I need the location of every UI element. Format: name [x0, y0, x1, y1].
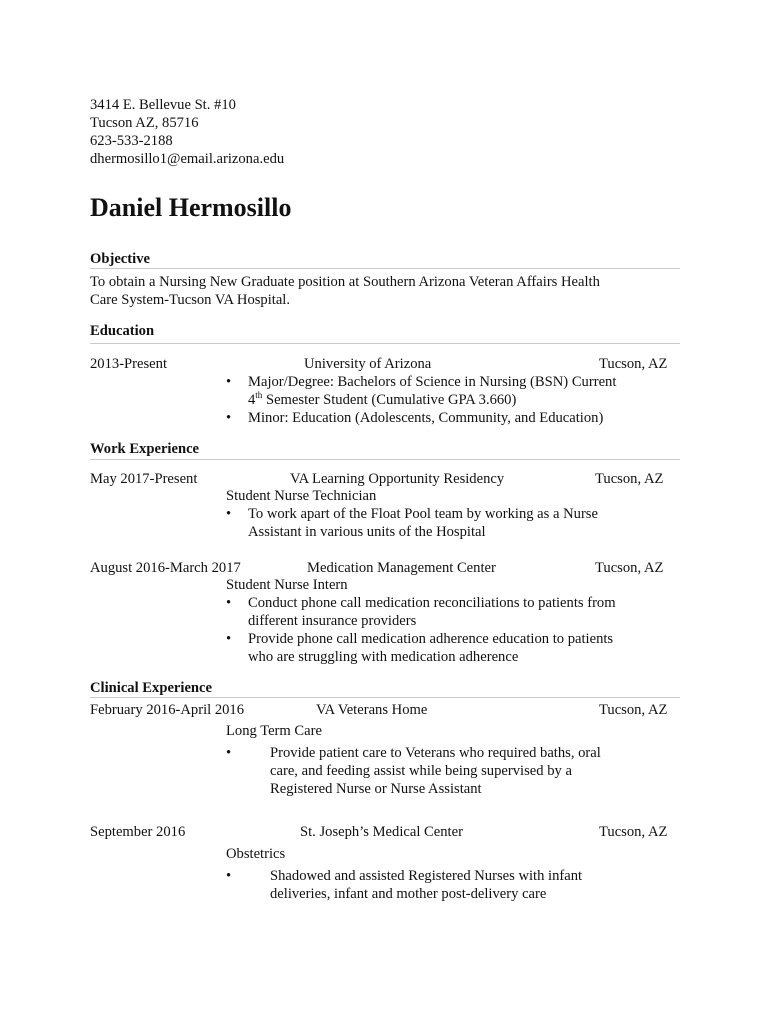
clinical2-org: St. Joseph’s Medical Center [300, 824, 463, 840]
job1-duty-line-1: To work apart of the Float Pool team by working as a Nurse [248, 506, 598, 522]
clinical-divider [90, 697, 680, 698]
job1-org: VA Learning Opportunity Residency [290, 471, 505, 487]
education-major-line-1: Major/Degree: Bachelors of Science in Nursing (BSN) Current [248, 374, 617, 390]
job2-dates: August 2016-March 2017 [90, 560, 241, 576]
education-heading: Education [90, 323, 155, 339]
clinical1-dates: February 2016-April 2016 [90, 702, 245, 718]
bullet-icon: • [226, 374, 232, 390]
job1-duty-line-2: Assistant in various units of the Hospital [248, 524, 486, 540]
clinical2-dates: September 2016 [90, 824, 186, 840]
job2-duty1-line-2: different insurance providers [248, 613, 417, 629]
education-divider [90, 343, 680, 344]
education-dates: 2013-Present [90, 356, 168, 372]
job1-title: Student Nurse Technician [226, 488, 377, 504]
contact-block [90, 96, 284, 168]
bullet-icon: • [226, 506, 232, 522]
job2-duty2-line-2: who are struggling with medication adherence [248, 649, 519, 665]
candidate-name: Daniel Hermosillo [90, 193, 292, 222]
job1-location: Tucson, AZ [595, 471, 664, 487]
contact-city: Tucson AZ, 85716 [90, 115, 199, 131]
clinical-heading: Clinical Experience [90, 680, 213, 696]
contact-street: 3414 E. Bellevue St. #10 [90, 97, 236, 113]
objective-line-1: To obtain a Nursing New Graduate position at Southern Arizona Veteran Affairs Health [90, 274, 600, 290]
clinical2-location: Tucson, AZ [599, 824, 668, 840]
bullet-icon: • [226, 631, 232, 647]
clinical1-location: Tucson, AZ [599, 702, 668, 718]
job2-duty1-line-1: Conduct phone call medication reconciliations to patients from [248, 595, 616, 611]
job2-duty2-line-1: Provide phone call medication adherence education to patients [248, 631, 614, 647]
job1-dates: May 2017-Present [90, 471, 198, 487]
bullet-icon: • [226, 745, 232, 761]
work-divider [90, 459, 680, 460]
clinical1-unit: Long Term Care [226, 723, 322, 739]
bullet-icon: • [226, 410, 232, 426]
objective-heading: Objective [90, 251, 150, 267]
objective-line-2: Care System-Tucson VA Hospital. [90, 292, 291, 308]
objective-divider [90, 268, 680, 269]
clinical1-org: VA Veterans Home [316, 702, 428, 718]
work-heading: Work Experience [90, 441, 200, 457]
job2-title: Student Nurse Intern [226, 577, 348, 593]
clinical2-unit: Obstetrics [226, 846, 286, 862]
clinical2-duty-line-1: Shadowed and assisted Registered Nurses with infant [270, 868, 583, 884]
contact-phone: 623-533-2188 [90, 133, 173, 149]
clinical1-duty-line-3: Registered Nurse or Nurse Assistant [270, 781, 482, 797]
education-minor: Minor: Education (Adolescents, Community, and Education) [248, 410, 604, 426]
education-major-line-2: 4th Semester Student (Cumulative GPA 3.660) [248, 390, 517, 408]
clinical1-duty-line-1: Provide patient care to Veterans who required baths, oral [270, 745, 601, 761]
bullet-icon: • [226, 595, 232, 611]
job2-org: Medication Management Center [307, 560, 496, 576]
job2-location: Tucson, AZ [595, 560, 664, 576]
education-institution: University of Arizona [304, 356, 432, 372]
education-location: Tucson, AZ [599, 356, 668, 372]
clinical1-duty-line-2: care, and feeding assist while being supervised by a [270, 763, 572, 779]
bullet-icon: • [226, 868, 232, 884]
contact-email: dhermosillo1@email.arizona.edu [90, 151, 285, 167]
clinical2-duty-line-2: deliveries, infant and mother post-delivery care [270, 886, 547, 902]
